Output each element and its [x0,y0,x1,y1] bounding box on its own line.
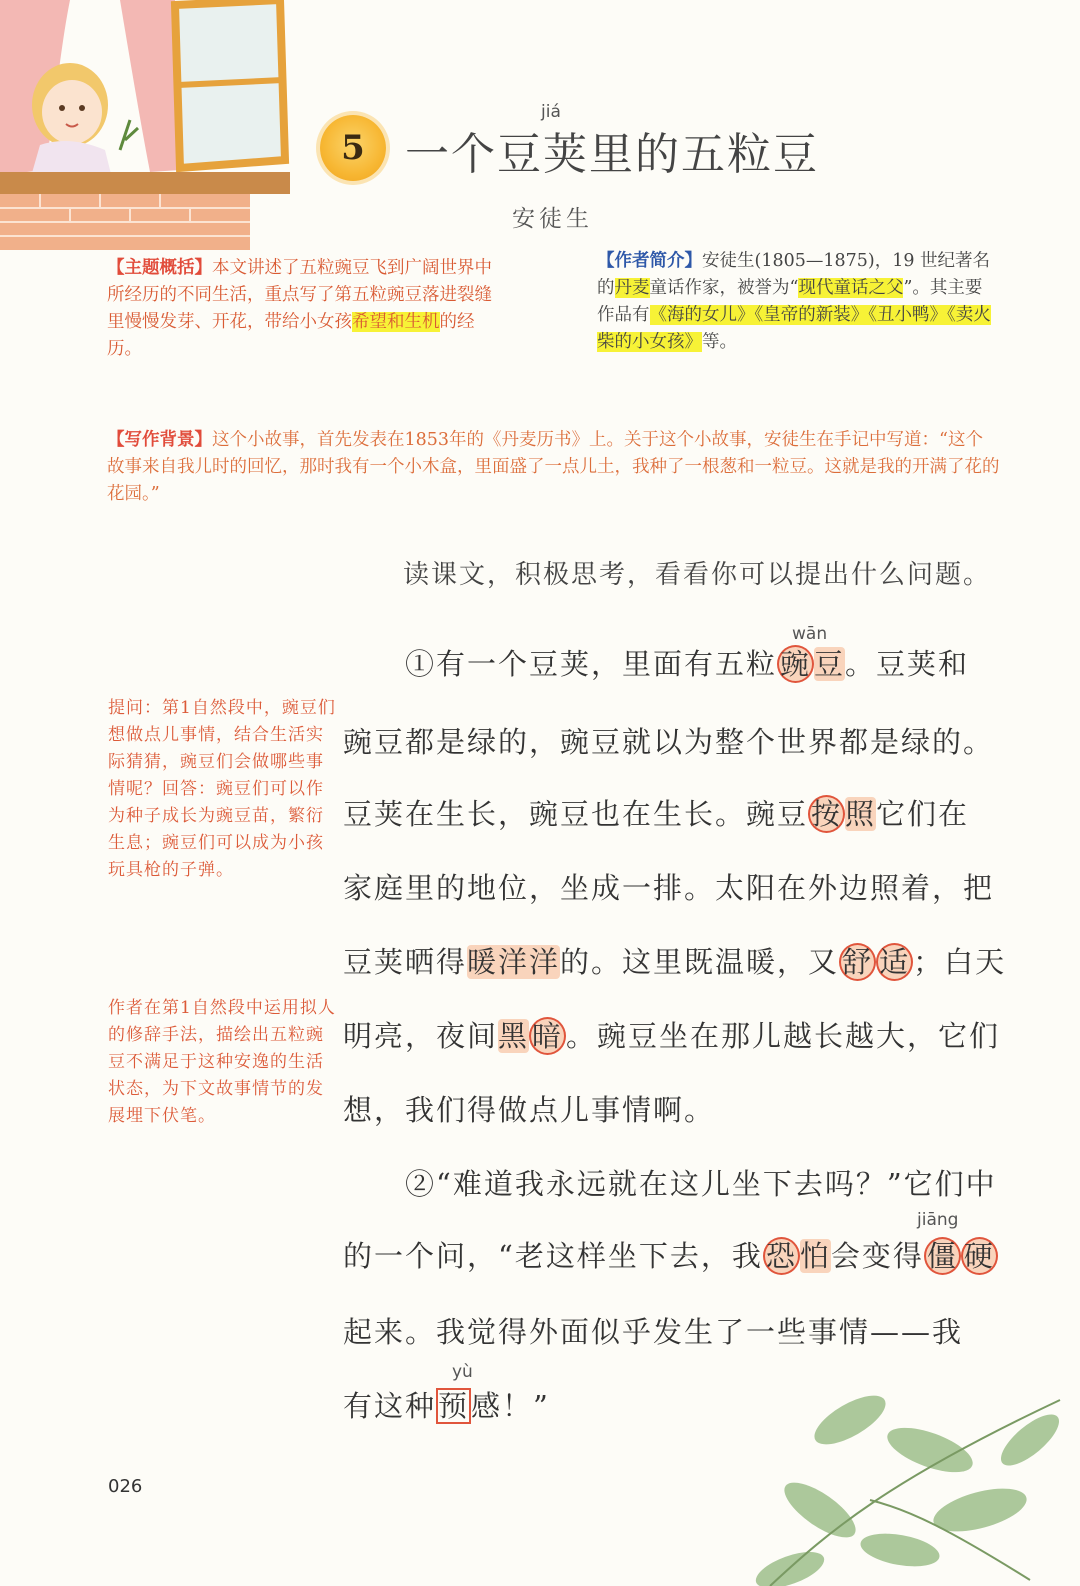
marked-char-shu: 舒 [839,943,876,981]
p1-line-7: 想，我们得做点儿事情啊。 [343,1093,716,1127]
author-text-a: 安徒生(1805—1875)，19 世纪著名的 [597,251,991,298]
leaves-decoration [730,1360,1080,1586]
marked-char-ying: 硬 [961,1237,998,1275]
theme-tag: 【主题概括】 [107,258,212,278]
side-note-rhetoric: 作者在第1自然段中运用拟人的修辞手法，描绘出五粒豌豆不满足于这种安逸的生活状态，为下文故事情节的发展埋下伏笔。 [108,998,336,1126]
writing-background-note [107,427,1000,508]
background-text: 这个小故事，首先发表在1853年的《丹麦历书》上。关于这个小故事，安徒生在手记中写道：“这个故事来自我儿时的回忆，那时我有一个小木盒，里面盛了一点儿土，我种了一根葱和一粒豆。这就是我的开满了花的花园。” [107,430,1000,504]
theme-text: 本文讲述了五粒豌豆飞到广阔世界中所经历的不同生活，重点写了第五粒豌豆落进裂缝里慢慢发芽、开花，带给小女孩 [107,258,492,332]
p1-line-1: ①有一个豆荚，里面有五粒 豌 豆。豆荚和 [405,647,970,681]
p2-line-4: 有这种预感！” [343,1389,550,1423]
p1-line-5: 豆荚晒得暖洋洋的。这里既温暖，又 舒 适 ；白天 [343,945,1007,979]
p2-line-3: 起来。我觉得外面似乎发生了一些事情——我 [343,1315,964,1349]
author-highlight-denmark: 丹麦 [614,278,650,298]
theme-highlight: 希望和生机 [352,312,440,332]
p1-line-3: 豆荚在生长，豌豆也在生长。豌豆 按 照它们在 [343,797,970,831]
p1-line-6: 明亮，夜间黑 暗 。豌豆坐在那儿越长越大，它们 [343,1019,1001,1053]
background-tag: 【写作背景】 [107,430,212,450]
girl-at-window-illustration [0,0,290,250]
lesson-number-badge: 5 [320,115,386,181]
lesson-title: 一个豆荚里的五粒豆 [405,129,819,180]
pinyin-jiang: jiāng [917,1210,959,1230]
author-highlight-title: 现代童话之父 [798,278,904,298]
reading-prompt: 读课文，积极思考，看看你可以提出什么问题。 [403,560,992,590]
p2-line-1: ②“难道我永远就在这儿坐下去吗？”它们中 [405,1167,997,1201]
pinyin-yu: yù [452,1362,473,1382]
boxed-char-yu: 预 [438,1389,470,1423]
marked-char-an2: 暗 [529,1017,566,1055]
title-pinyin: jiá [541,102,561,122]
p1-line-4: 家庭里的地位，坐成一排。太阳在外边照着，把 [343,871,995,905]
side-note-question-answer: 提问：第1自然段中，豌豆们想做点儿事情，结合生活实际猜猜，豌豆们会做哪些事情呢？回答：豌豆们可以作为种子成长为豌豆苗，繁衍生息；豌豆们可以成为小孩玩具枪的子弹。 [108,698,336,880]
author-text-c: ”。其主要作品有 [597,278,983,325]
author-intro-note [597,248,997,356]
author-text-b: 童话作家，被誉为“ [649,278,799,298]
author-intro-tag: 【作者简介】 [597,251,702,271]
theme-summary-note [107,255,502,363]
p1-line-2: 豌豆都是绿的，豌豆就以为整个世界都是绿的。 [343,725,995,759]
marked-char-an: 按 [808,795,845,833]
author-name: 安徒生 [512,206,593,232]
page-number: 026 [108,1476,143,1497]
author-text-d: 等。 [702,332,737,352]
theme-text-end: 的经历。 [107,312,475,359]
marked-char-wan: 豌 [777,645,814,683]
author-highlight-works: 《海的女儿》《皇帝的新装》《丑小鸭》《卖火柴的小女孩》 [597,305,991,352]
marked-char-kong: 恐 [763,1237,800,1275]
p2-line-2: 的一个问，“老这样坐下去，我 恐 怕会变得 僵 硬 [343,1234,1003,1275]
pinyin-wan: wān [792,624,828,644]
marked-char-shi: 适 [876,943,913,981]
marked-char-jiang: 僵 [924,1237,961,1275]
